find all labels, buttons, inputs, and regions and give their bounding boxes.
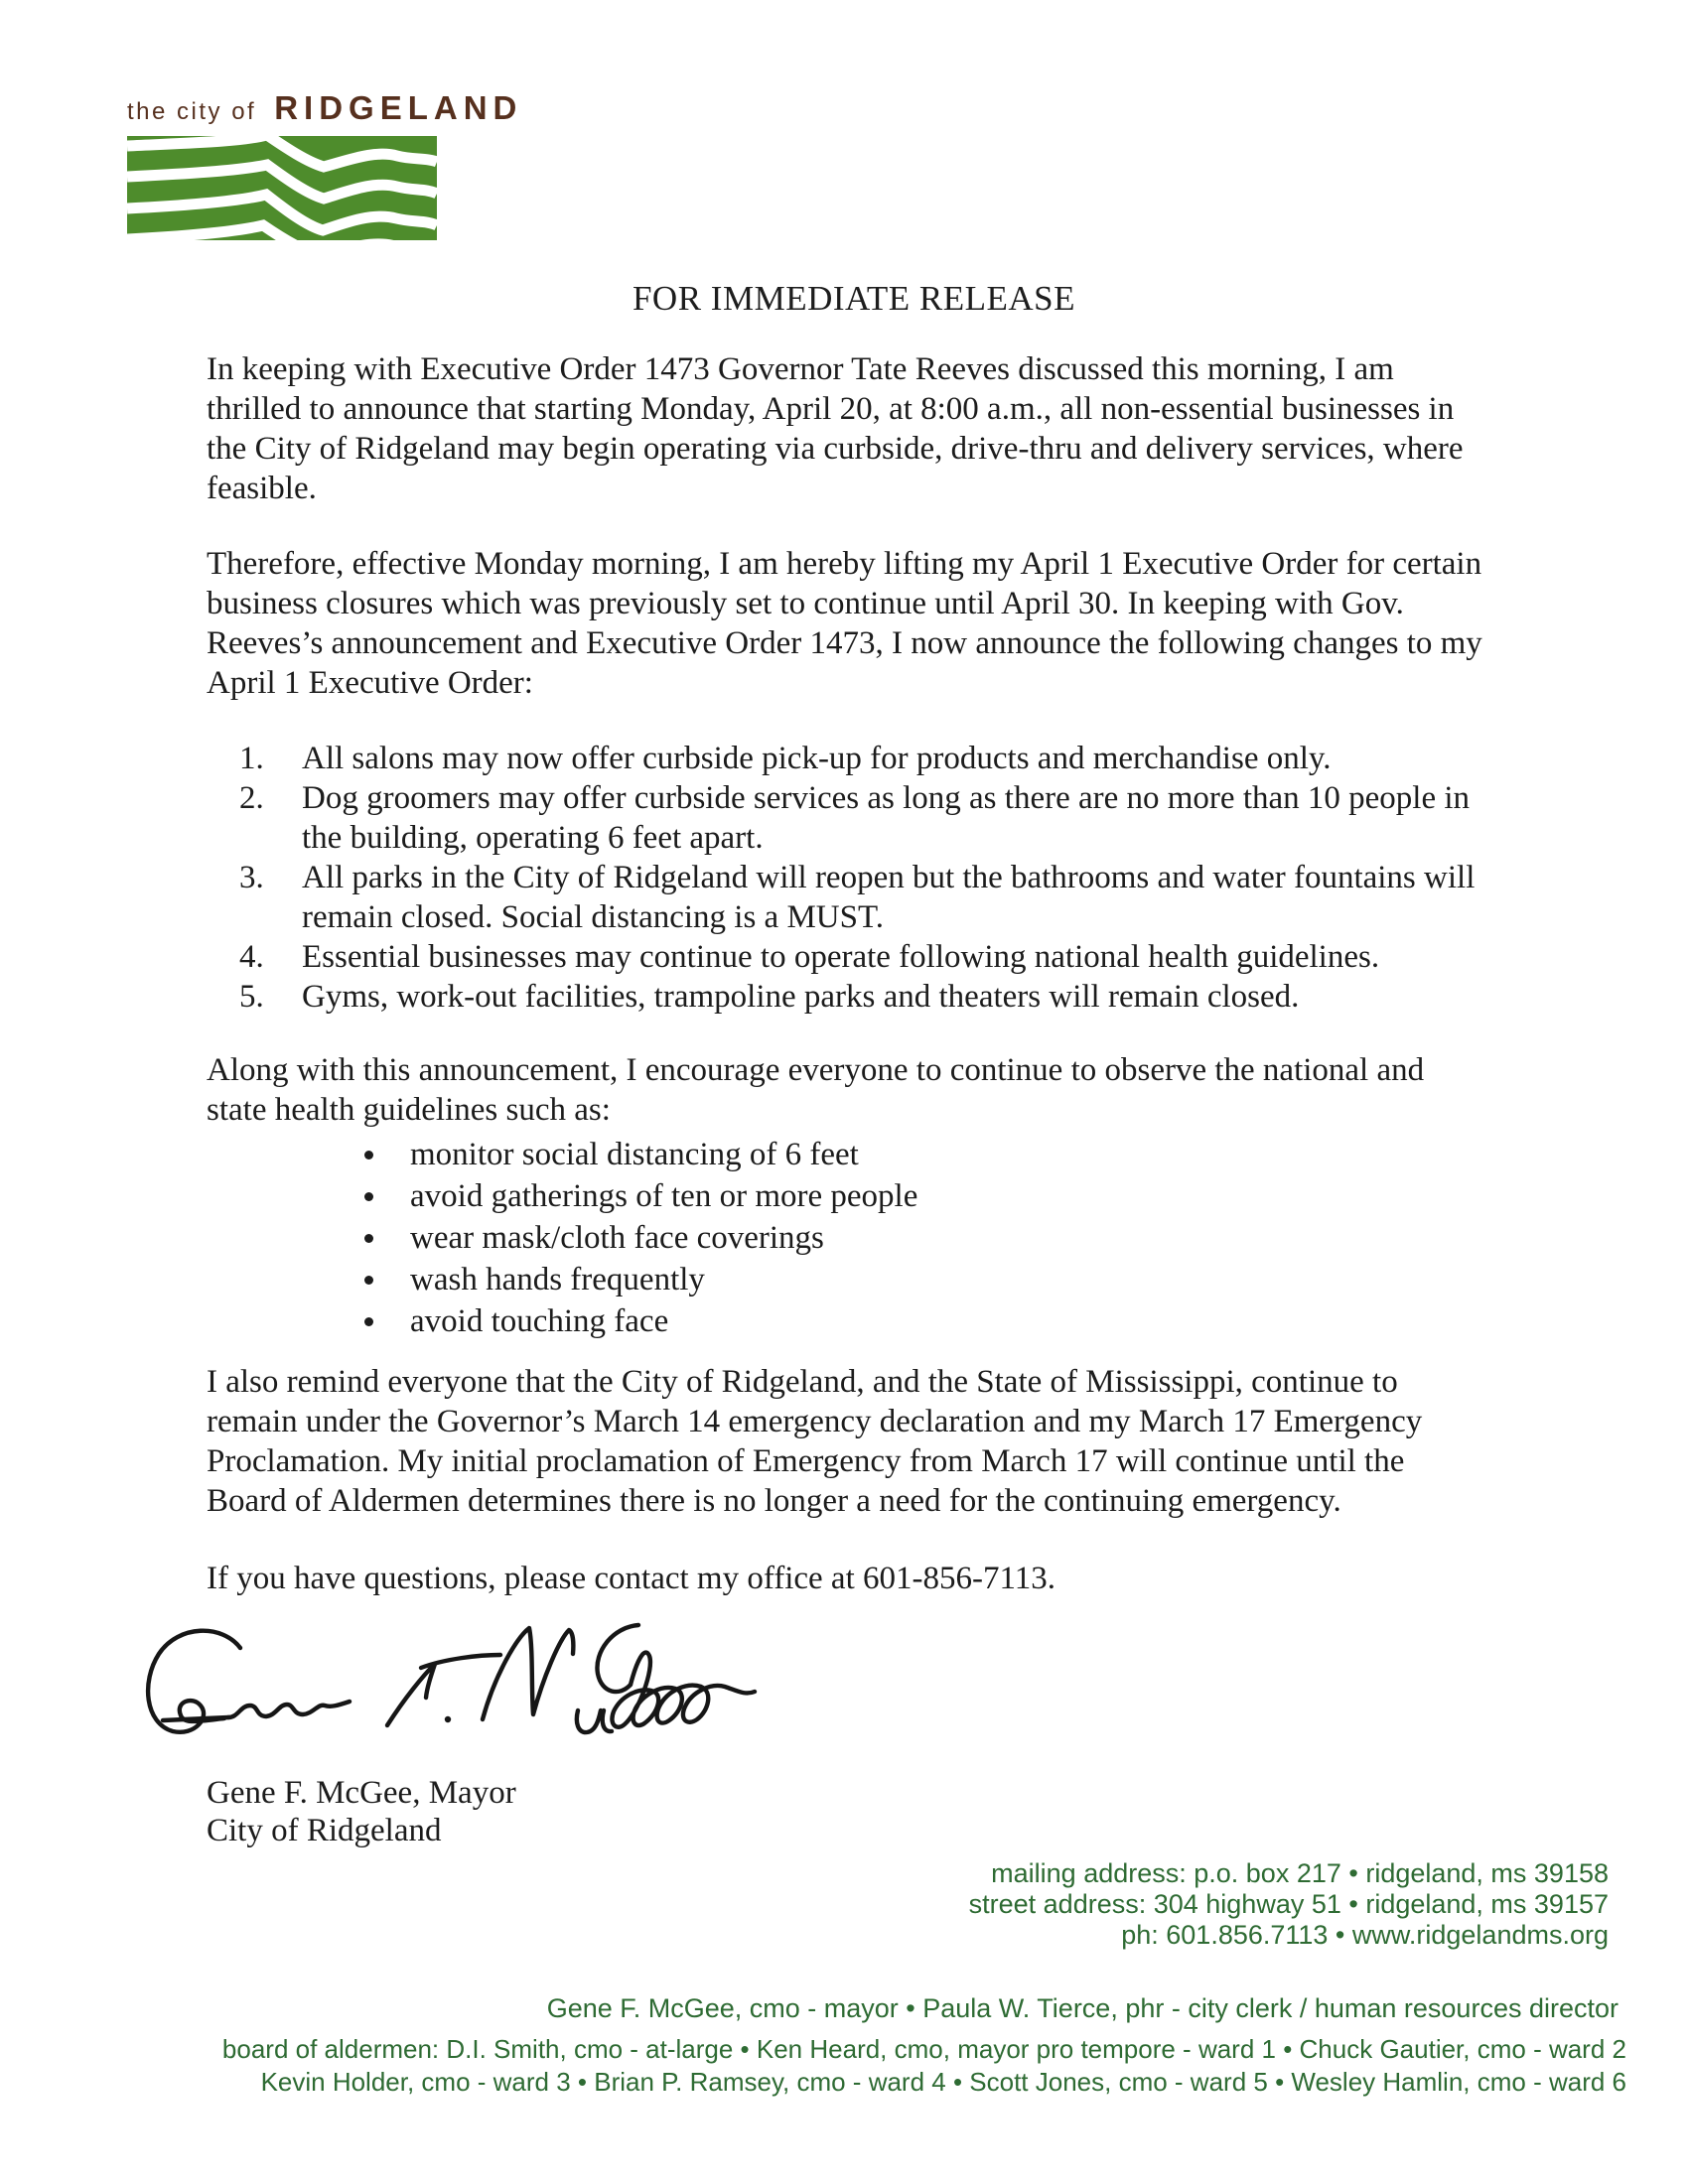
bullet-dot-icon [364,1317,373,1326]
text-line: business closures which was previously set to continue until April 30. In keeping with Gov. [207,586,1404,621]
bullet-item [207,1175,1537,1217]
text-line: All salons may now offer curbside pick-up for products and merchandise only. [302,741,1332,776]
bullet-item [207,1217,1537,1259]
text-line: the City of Ridgeland may begin operating via curbside, drive-thru and delivery services, where [207,431,1464,467]
list-item-number: 3. [239,860,264,895]
bullet-text: wear mask/cloth face coverings [410,1220,824,1256]
list-item [207,977,1537,1017]
paragraph-order-lifting [207,544,1537,703]
letter-body [207,349,1537,1849]
list-item-number: 1. [239,741,264,776]
page-title: FOR IMMEDIATE RELEASE [632,279,1076,318]
paragraph-guidelines-intro [207,1050,1537,1130]
footer-officials-line: Gene F. McGee, cmo - mayor • Paula W. Tierce, phr - city clerk / human resources director [546,1993,1618,2023]
list-item-text [302,858,1475,937]
text-line: Kevin Holder, cmo - ward 3 • Brian P. Ramsey, cmo - ward 4 • Scott Jones, cmo - ward 5 • Wesley Hamlin, cmo - ward 6 [260,2067,1626,2097]
bullet-item [207,1134,1537,1175]
list-item [207,937,1537,977]
city-logo [127,89,522,240]
footer-address-block [969,1858,1609,1951]
bullet-item [207,1259,1537,1300]
text-line: thrilled to announce that starting Monday, April 20, at 8:00 a.m., all non-essential businesses in [207,391,1455,427]
signature-block [207,1774,1537,1849]
text-line: feasible. [207,471,317,506]
text-line: Essential businesses may continue to operate following national health guidelines. [302,939,1380,975]
bullet-dot-icon [364,1276,373,1285]
signatory-name: Gene F. McGee, Mayor [207,1775,516,1811]
list-item-text [302,977,1299,1017]
list-item-number: 2. [239,780,264,816]
list-item [207,739,1537,778]
city-logo-wordmark [127,89,522,127]
signatory-org: City of Ridgeland [207,1813,442,1848]
text-line: street address: 304 highway 51 • ridgeland, ms 39157 [968,1889,1609,1919]
text-line: If you have questions, please contact my office at 601-856-7113. [207,1561,1056,1596]
bullet-text: monitor social distancing of 6 feet [410,1137,859,1172]
text-line: mailing address: p.o. box 217 • ridgeland, ms 39158 [991,1858,1609,1888]
list-item [207,858,1537,937]
logo-prefix-text: the city of [127,98,257,125]
bullet-text: avoid touching face [410,1303,669,1339]
text-line: Proclamation. My initial proclamation of Emergency from March 17 will continue until the [207,1443,1405,1479]
bullet-dot-icon [364,1151,373,1160]
ridgeland-ridges-icon [127,136,437,240]
list-item-text [302,937,1379,977]
text-line: April 1 Executive Order: [207,665,533,701]
bullet-item [207,1300,1537,1342]
text-line: Reeves’s announcement and Executive Order 1473, I now announce the following changes to my [207,625,1482,661]
bullet-dot-icon [364,1234,373,1243]
text-line: I also remind everyone that the City of Ridgeland, and the State of Mississippi, continue to [207,1364,1398,1400]
text-line: remain closed. Social distancing is a MUST. [302,899,884,935]
text-line: ph: 601.856.7113 • www.ridgelandms.org [1121,1920,1609,1950]
bullet-list-guidelines [207,1134,1537,1342]
text-line: Board of Aldermen determines there is no longer a need for the continuing emergency. [207,1483,1341,1519]
bullet-text: avoid gatherings of ten or more people [410,1178,918,1214]
list-item [207,778,1537,858]
numbered-list-changes [207,739,1537,1017]
list-item-number: 4. [239,939,264,975]
text-line: Dog groomers may offer curbside services as long as there are no more than 10 people in [302,780,1471,816]
logo-city-name: RIDGELAND [274,89,523,126]
footer-board-of-aldermen [222,2033,1626,2099]
text-line: board of aldermen: D.I. Smith, cmo - at-large • Ken Heard, cmo, mayor pro tempore - ward 1 • Chuck Gautier, cmo - ward 2 [221,2034,1626,2064]
text-line: In keeping with Executive Order 1473 Governor Tate Reeves discussed this morning, I am [207,351,1394,387]
signature-scrawl [129,1614,784,1768]
text-line: Gyms, work-out facilities, trampoline parks and theaters will remain closed. [302,979,1300,1015]
paragraph-contact [207,1559,1537,1598]
text-line: remain under the Governor’s March 14 emergency declaration and my March 17 Emergency [207,1404,1423,1439]
bullet-dot-icon [364,1192,373,1201]
text-line: state health guidelines such as: [207,1092,611,1128]
text-line: Therefore, effective Monday morning, I am hereby lifting my April 1 Executive Order for certain [207,546,1482,582]
text-line: the building, operating 6 feet apart. [302,820,764,856]
paragraph-announcement [207,349,1537,508]
list-item-text [302,739,1332,778]
list-item-text [302,778,1470,858]
text-line: All parks in the City of Ridgeland will reopen but the bathrooms and water fountains will [302,860,1476,895]
text-line: Along with this announcement, I encourage everyone to continue to observe the national and [207,1052,1425,1088]
list-item-number: 5. [239,979,264,1015]
paragraph-emergency-declaration [207,1362,1537,1521]
bullet-text: wash hands frequently [410,1262,705,1297]
